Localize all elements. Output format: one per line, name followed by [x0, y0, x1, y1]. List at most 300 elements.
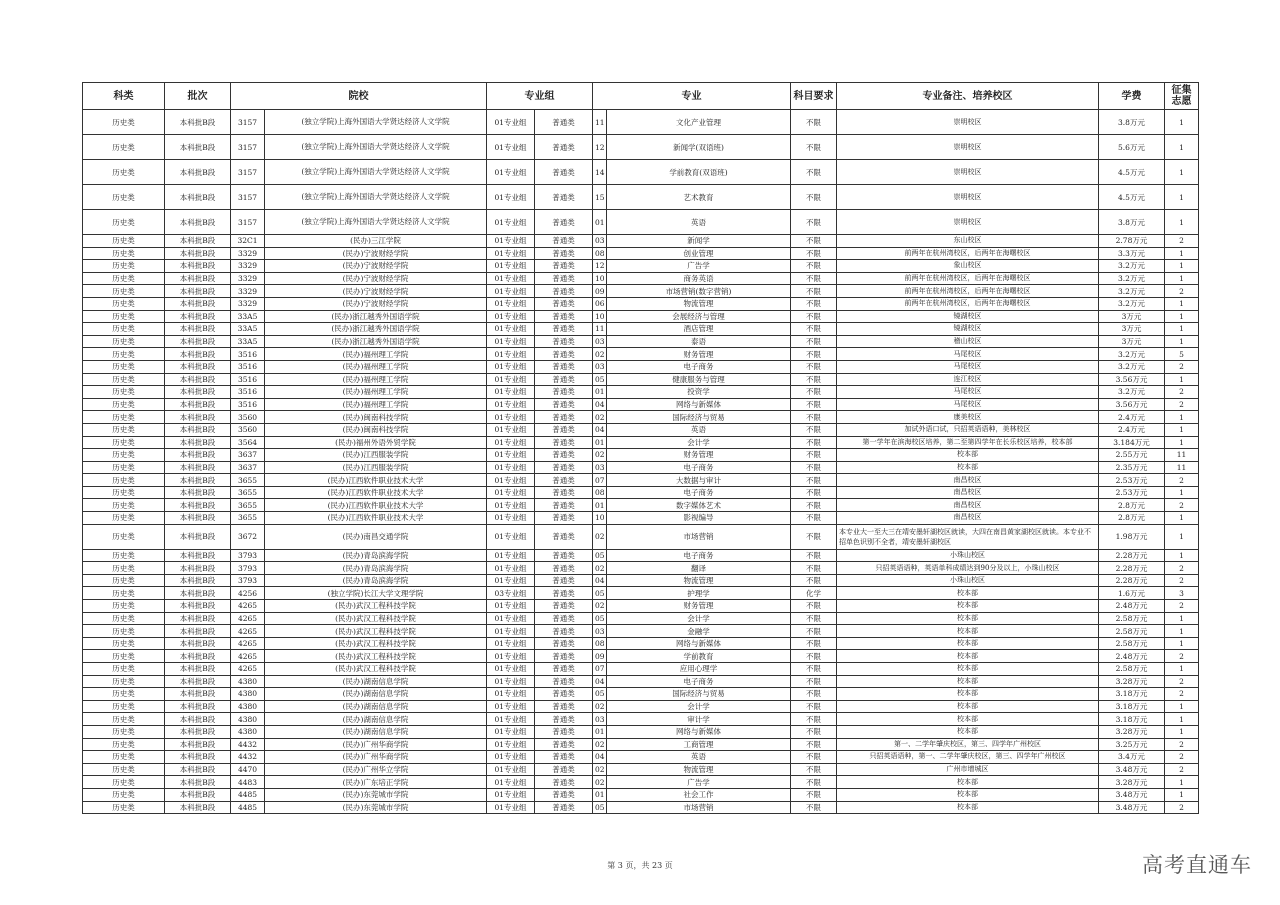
cell-subject-req: 不限: [791, 323, 837, 336]
cell-notes: 崇明校区: [837, 185, 1099, 210]
cell-solicit: 1: [1165, 512, 1199, 525]
cell-major-name: 应用心理学: [607, 663, 791, 676]
cell-batch: 本科批B段: [165, 310, 231, 323]
table-row: [83, 725, 1199, 738]
cell-group: 01专业组: [487, 637, 535, 650]
cell-category: 历史类: [83, 272, 165, 285]
cell-batch: 本科批B段: [165, 625, 231, 638]
cell-group: 01专业组: [487, 738, 535, 751]
cell-school-name: (民办)湖南信息学院: [265, 688, 487, 701]
cell-notes: 校本部: [837, 587, 1099, 600]
cell-school-name: (民办)东莞城市学院: [265, 801, 487, 814]
cell-solicit: 5: [1165, 348, 1199, 361]
cell-major-name: 网络与新媒体: [607, 725, 791, 738]
cell-major-name: 学前教育(双语班): [607, 160, 791, 185]
cell-batch: 本科批B段: [165, 549, 231, 562]
cell-category: 历史类: [83, 524, 165, 549]
table-row: [83, 423, 1199, 436]
cell-batch: 本科批B段: [165, 700, 231, 713]
cell-category: 历史类: [83, 474, 165, 487]
cell-batch: 本科批B段: [165, 348, 231, 361]
cell-subject-req: 不限: [791, 210, 837, 235]
cell-subject-req: 不限: [791, 474, 837, 487]
cell-major-name: 大数据与审计: [607, 474, 791, 487]
table-row: [83, 373, 1199, 386]
cell-school-code: 4265: [231, 637, 265, 650]
cell-group: 01专业组: [487, 235, 535, 248]
cell-subject-req: 不限: [791, 524, 837, 549]
cell-major-code: 02: [593, 776, 607, 789]
cell-major-name: 市场营销: [607, 801, 791, 814]
cell-subject-req: 不限: [791, 650, 837, 663]
cell-category: 历史类: [83, 135, 165, 160]
cell-category: 历史类: [83, 297, 165, 310]
cell-major-code: 01: [593, 725, 607, 738]
cell-notes: 校本部: [837, 461, 1099, 474]
cell-major-name: 数字媒体艺术: [607, 499, 791, 512]
cell-school-name: (民办)闽南科技学院: [265, 411, 487, 424]
cell-batch: 本科批B段: [165, 285, 231, 298]
cell-type: 普通类: [535, 788, 593, 801]
cell-school-name: (独立学院)上海外国语大学贤达经济人文学院: [265, 135, 487, 160]
cell-tuition: 2.28万元: [1099, 549, 1165, 562]
cell-notes: 马尾校区: [837, 348, 1099, 361]
cell-category: 历史类: [83, 335, 165, 348]
cell-tuition: 3.48万元: [1099, 763, 1165, 776]
cell-category: 历史类: [83, 348, 165, 361]
cell-tuition: 4.5万元: [1099, 185, 1165, 210]
cell-category: 历史类: [83, 310, 165, 323]
cell-notes: 前两年在杭州湾校区，后两年在海曙校区: [837, 247, 1099, 260]
cell-batch: 本科批B段: [165, 524, 231, 549]
cell-notes: 校本部: [837, 725, 1099, 738]
cell-school-code: 3157: [231, 185, 265, 210]
cell-batch: 本科批B段: [165, 411, 231, 424]
cell-subject-req: 不限: [791, 373, 837, 386]
cell-major-code: 04: [593, 574, 607, 587]
cell-major-code: 03: [593, 235, 607, 248]
cell-solicit: 2: [1165, 386, 1199, 399]
cell-category: 历史类: [83, 713, 165, 726]
cell-category: 历史类: [83, 600, 165, 613]
cell-type: 普通类: [535, 524, 593, 549]
cell-category: 历史类: [83, 675, 165, 688]
cell-major-code: 05: [593, 612, 607, 625]
cell-major-code: 05: [593, 549, 607, 562]
cell-type: 普通类: [535, 725, 593, 738]
cell-tuition: 3.3万元: [1099, 247, 1165, 260]
cell-school-name: (民办)江西软件职业技术大学: [265, 512, 487, 525]
table-row: [83, 386, 1199, 399]
cell-subject-req: 不限: [791, 751, 837, 764]
cell-type: 普通类: [535, 474, 593, 487]
cell-batch: 本科批B段: [165, 272, 231, 285]
cell-tuition: 2.48万元: [1099, 650, 1165, 663]
cell-major-name: 审计学: [607, 713, 791, 726]
cell-school-name: (民办)武汉工程科技学院: [265, 625, 487, 638]
cell-solicit: 1: [1165, 423, 1199, 436]
cell-major-code: 05: [593, 373, 607, 386]
table-row: [83, 323, 1199, 336]
cell-solicit: 2: [1165, 285, 1199, 298]
cell-batch: 本科批B段: [165, 663, 231, 676]
cell-category: 历史类: [83, 461, 165, 474]
cell-notes: 南昌校区: [837, 512, 1099, 525]
cell-solicit: 11: [1165, 461, 1199, 474]
cell-school-code: 3329: [231, 272, 265, 285]
cell-category: 历史类: [83, 323, 165, 336]
cell-major-code: 08: [593, 637, 607, 650]
table-row: [83, 297, 1199, 310]
cell-tuition: 2.4万元: [1099, 411, 1165, 424]
cell-batch: 本科批B段: [165, 574, 231, 587]
cell-school-code: 32C1: [231, 235, 265, 248]
cell-batch: 本科批B段: [165, 688, 231, 701]
cell-batch: 本科批B段: [165, 110, 231, 135]
cell-school-code: 3655: [231, 486, 265, 499]
cell-school-code: 4485: [231, 788, 265, 801]
cell-school-code: 4380: [231, 675, 265, 688]
cell-school-code: 3329: [231, 260, 265, 273]
cell-type: 普通类: [535, 600, 593, 613]
cell-subject-req: 不限: [791, 700, 837, 713]
cell-school-code: 4256: [231, 587, 265, 600]
table-row: [83, 574, 1199, 587]
table-row: [83, 612, 1199, 625]
cell-subject-req: 不限: [791, 110, 837, 135]
cell-group: 01专业组: [487, 423, 535, 436]
cell-notes: 南昌校区: [837, 486, 1099, 499]
cell-school-code: 3329: [231, 297, 265, 310]
cell-notes: 校本部: [837, 612, 1099, 625]
cell-subject-req: 不限: [791, 411, 837, 424]
cell-school-code: 3560: [231, 423, 265, 436]
cell-tuition: 3.48万元: [1099, 788, 1165, 801]
cell-category: 历史类: [83, 449, 165, 462]
cell-tuition: 3.2万元: [1099, 272, 1165, 285]
cell-type: 普通类: [535, 549, 593, 562]
cell-group: 01专业组: [487, 449, 535, 462]
table-row: [83, 461, 1199, 474]
cell-type: 普通类: [535, 323, 593, 336]
cell-notes: 校本部: [837, 637, 1099, 650]
header-group: 专业组: [487, 83, 593, 110]
cell-school-name: (民办)南昌交通学院: [265, 524, 487, 549]
table-row: [83, 675, 1199, 688]
cell-major-name: 投资学: [607, 386, 791, 399]
cell-school-name: (独立学院)长江大学文理学院: [265, 587, 487, 600]
table-row: [83, 135, 1199, 160]
cell-major-name: 会计学: [607, 436, 791, 449]
cell-major-code: 04: [593, 423, 607, 436]
cell-school-name: (民办)广东培正学院: [265, 776, 487, 789]
cell-type: 普通类: [535, 285, 593, 298]
cell-batch: 本科批B段: [165, 738, 231, 751]
cell-tuition: 2.58万元: [1099, 637, 1165, 650]
cell-type: 普通类: [535, 411, 593, 424]
cell-tuition: 2.8万元: [1099, 512, 1165, 525]
cell-major-name: 会计学: [607, 612, 791, 625]
cell-type: 普通类: [535, 675, 593, 688]
cell-solicit: 2: [1165, 398, 1199, 411]
cell-major-name: 护理学: [607, 587, 791, 600]
cell-solicit: 1: [1165, 788, 1199, 801]
table-row: [83, 499, 1199, 512]
cell-batch: 本科批B段: [165, 297, 231, 310]
cell-type: 普通类: [535, 348, 593, 361]
table-row: [83, 763, 1199, 776]
cell-category: 历史类: [83, 738, 165, 751]
cell-subject-req: 不限: [791, 675, 837, 688]
cell-school-code: 4380: [231, 700, 265, 713]
cell-major-code: 02: [593, 348, 607, 361]
cell-subject-req: 不限: [791, 600, 837, 613]
cell-solicit: 1: [1165, 110, 1199, 135]
cell-subject-req: 不限: [791, 713, 837, 726]
cell-tuition: 1.6万元: [1099, 587, 1165, 600]
cell-notes: 校本部: [837, 600, 1099, 613]
cell-notes: 校本部: [837, 625, 1099, 638]
cell-school-code: 4485: [231, 801, 265, 814]
cell-category: 历史类: [83, 663, 165, 676]
cell-notes: 镜湖校区: [837, 310, 1099, 323]
cell-tuition: 3.56万元: [1099, 373, 1165, 386]
cell-school-name: (民办)湖南信息学院: [265, 713, 487, 726]
table-row: [83, 776, 1199, 789]
cell-school-name: (民办)福州理工学院: [265, 360, 487, 373]
cell-tuition: 3.18万元: [1099, 713, 1165, 726]
cell-major-name: 翻译: [607, 562, 791, 575]
table-row: [83, 247, 1199, 260]
cell-tuition: 2.53万元: [1099, 474, 1165, 487]
cell-school-name: (民办)福州理工学院: [265, 386, 487, 399]
cell-solicit: 2: [1165, 738, 1199, 751]
cell-solicit: 1: [1165, 612, 1199, 625]
cell-school-name: (独立学院)上海外国语大学贤达经济人文学院: [265, 110, 487, 135]
cell-tuition: 1.98万元: [1099, 524, 1165, 549]
cell-type: 普通类: [535, 776, 593, 789]
cell-notes: 连江校区: [837, 373, 1099, 386]
cell-category: 历史类: [83, 285, 165, 298]
cell-batch: 本科批B段: [165, 751, 231, 764]
cell-tuition: 3.28万元: [1099, 776, 1165, 789]
cell-major-name: 会展经济与管理: [607, 310, 791, 323]
cell-category: 历史类: [83, 436, 165, 449]
cell-school-code: 4265: [231, 612, 265, 625]
cell-group: 03专业组: [487, 587, 535, 600]
cell-group: 01专业组: [487, 297, 535, 310]
table-row: [83, 436, 1199, 449]
cell-category: 历史类: [83, 110, 165, 135]
cell-notes: 第一学年在滨海校区培养，第二至第四学年在长乐校区培养，校本部: [837, 436, 1099, 449]
cell-category: 历史类: [83, 776, 165, 789]
table-row: [83, 801, 1199, 814]
cell-subject-req: 不限: [791, 297, 837, 310]
cell-batch: 本科批B段: [165, 650, 231, 663]
cell-group: 01专业组: [487, 512, 535, 525]
cell-group: 01专业组: [487, 323, 535, 336]
cell-school-name: (民办)宁波财经学院: [265, 247, 487, 260]
cell-category: 历史类: [83, 751, 165, 764]
cell-major-code: 03: [593, 461, 607, 474]
table-row: [83, 788, 1199, 801]
cell-major-code: 03: [593, 335, 607, 348]
cell-major-name: 影视编导: [607, 512, 791, 525]
cell-type: 普通类: [535, 625, 593, 638]
cell-batch: 本科批B段: [165, 135, 231, 160]
table-row: [83, 160, 1199, 185]
cell-group: 01专业组: [487, 625, 535, 638]
cell-category: 历史类: [83, 725, 165, 738]
cell-major-code: 03: [593, 713, 607, 726]
table-row: [83, 110, 1199, 135]
cell-school-code: 4380: [231, 688, 265, 701]
cell-school-code: 3516: [231, 360, 265, 373]
cell-category: 历史类: [83, 360, 165, 373]
cell-group: 01专业组: [487, 562, 535, 575]
table-row: [83, 549, 1199, 562]
cell-group: 01专业组: [487, 725, 535, 738]
cell-category: 历史类: [83, 625, 165, 638]
cell-subject-req: 不限: [791, 763, 837, 776]
cell-group: 01专业组: [487, 600, 535, 613]
cell-school-name: (民办)江西服装学院: [265, 461, 487, 474]
cell-type: 普通类: [535, 297, 593, 310]
cell-major-code: 07: [593, 474, 607, 487]
cell-category: 历史类: [83, 700, 165, 713]
cell-group: 01专业组: [487, 650, 535, 663]
cell-group: 01专业组: [487, 310, 535, 323]
cell-solicit: 1: [1165, 373, 1199, 386]
cell-group: 01专业组: [487, 110, 535, 135]
cell-group: 01专业组: [487, 285, 535, 298]
table-row: [83, 285, 1199, 298]
cell-major-code: 01: [593, 499, 607, 512]
cell-solicit: 2: [1165, 562, 1199, 575]
cell-major-name: 社会工作: [607, 788, 791, 801]
cell-major-code: 10: [593, 310, 607, 323]
cell-solicit: 2: [1165, 763, 1199, 776]
cell-type: 普通类: [535, 110, 593, 135]
cell-solicit: 3: [1165, 587, 1199, 600]
cell-solicit: 1: [1165, 524, 1199, 549]
cell-major-name: 会计学: [607, 700, 791, 713]
cell-subject-req: 不限: [791, 499, 837, 512]
cell-solicit: 2: [1165, 499, 1199, 512]
cell-school-name: (民办)青岛滨海学院: [265, 562, 487, 575]
cell-type: 普通类: [535, 663, 593, 676]
table-header-row: [83, 83, 1199, 110]
cell-major-name: 金融学: [607, 625, 791, 638]
cell-subject-req: 不限: [791, 335, 837, 348]
cell-major-name: 文化产业管理: [607, 110, 791, 135]
cell-notes: 加试外语口试，只招英语语种，美林校区: [837, 423, 1099, 436]
cell-school-code: 3637: [231, 461, 265, 474]
cell-school-code: 33A5: [231, 310, 265, 323]
cell-school-name: (民办)青岛滨海学院: [265, 549, 487, 562]
cell-school-code: 4432: [231, 738, 265, 751]
cell-notes: 校本部: [837, 776, 1099, 789]
cell-school-name: (民办)江西软件职业技术大学: [265, 474, 487, 487]
cell-batch: 本科批B段: [165, 763, 231, 776]
cell-school-code: 3655: [231, 512, 265, 525]
cell-school-code: 4265: [231, 600, 265, 613]
cell-major-code: 05: [593, 801, 607, 814]
cell-category: 历史类: [83, 398, 165, 411]
cell-major-name: 网络与新媒体: [607, 637, 791, 650]
cell-tuition: 3.18万元: [1099, 688, 1165, 701]
cell-solicit: 1: [1165, 725, 1199, 738]
cell-major-name: 网络与新媒体: [607, 398, 791, 411]
cell-notes: 南昌校区: [837, 474, 1099, 487]
table-row: [83, 751, 1199, 764]
cell-major-code: 04: [593, 751, 607, 764]
cell-type: 普通类: [535, 751, 593, 764]
cell-major-name: 市场营销(数字营销): [607, 285, 791, 298]
cell-notes: 康美校区: [837, 411, 1099, 424]
cell-school-code: 4265: [231, 650, 265, 663]
cell-category: 历史类: [83, 650, 165, 663]
cell-notes: 崇明校区: [837, 110, 1099, 135]
cell-type: 普通类: [535, 738, 593, 751]
table-row: [83, 474, 1199, 487]
cell-major-code: 09: [593, 285, 607, 298]
cell-subject-req: 不限: [791, 386, 837, 399]
cell-major-code: 02: [593, 562, 607, 575]
cell-notes: 前两年在杭州湾校区，后两年在海曙校区: [837, 297, 1099, 310]
cell-notes: 崇明校区: [837, 210, 1099, 235]
cell-solicit: 1: [1165, 247, 1199, 260]
table-row: [83, 524, 1199, 549]
cell-school-name: (民办)宁波财经学院: [265, 285, 487, 298]
cell-major-name: 学前教育: [607, 650, 791, 663]
header-notes: 专业备注、培养校区: [837, 83, 1099, 110]
cell-group: 01专业组: [487, 210, 535, 235]
cell-notes: 马尾校区: [837, 398, 1099, 411]
cell-notes: 崇明校区: [837, 135, 1099, 160]
cell-type: 普通类: [535, 423, 593, 436]
cell-school-code: 4265: [231, 663, 265, 676]
cell-subject-req: 不限: [791, 788, 837, 801]
cell-major-code: 12: [593, 260, 607, 273]
cell-notes: 马尾校区: [837, 360, 1099, 373]
cell-solicit: 2: [1165, 360, 1199, 373]
cell-tuition: 2.48万元: [1099, 600, 1165, 613]
cell-school-name: (民办)武汉工程科技学院: [265, 650, 487, 663]
cell-type: 普通类: [535, 486, 593, 499]
header-subject-req: 科目要求: [791, 83, 837, 110]
cell-notes: 只招英语语种，英语单科成绩达到90分及以上，小珠山校区: [837, 562, 1099, 575]
cell-batch: 本科批B段: [165, 323, 231, 336]
cell-category: 历史类: [83, 423, 165, 436]
cell-school-name: (民办)江西软件职业技术大学: [265, 486, 487, 499]
cell-type: 普通类: [535, 499, 593, 512]
cell-major-name: 电子商务: [607, 360, 791, 373]
cell-solicit: 1: [1165, 549, 1199, 562]
table-row: [83, 738, 1199, 751]
cell-batch: 本科批B段: [165, 612, 231, 625]
cell-group: 01专业组: [487, 574, 535, 587]
cell-major-code: 02: [593, 738, 607, 751]
cell-solicit: 1: [1165, 411, 1199, 424]
cell-solicit: 1: [1165, 160, 1199, 185]
cell-major-name: 英语: [607, 210, 791, 235]
cell-group: 01专业组: [487, 524, 535, 549]
cell-batch: 本科批B段: [165, 725, 231, 738]
cell-school-name: (民办)福州外语外贸学院: [265, 436, 487, 449]
table-row: [83, 210, 1199, 235]
cell-major-code: 05: [593, 688, 607, 701]
